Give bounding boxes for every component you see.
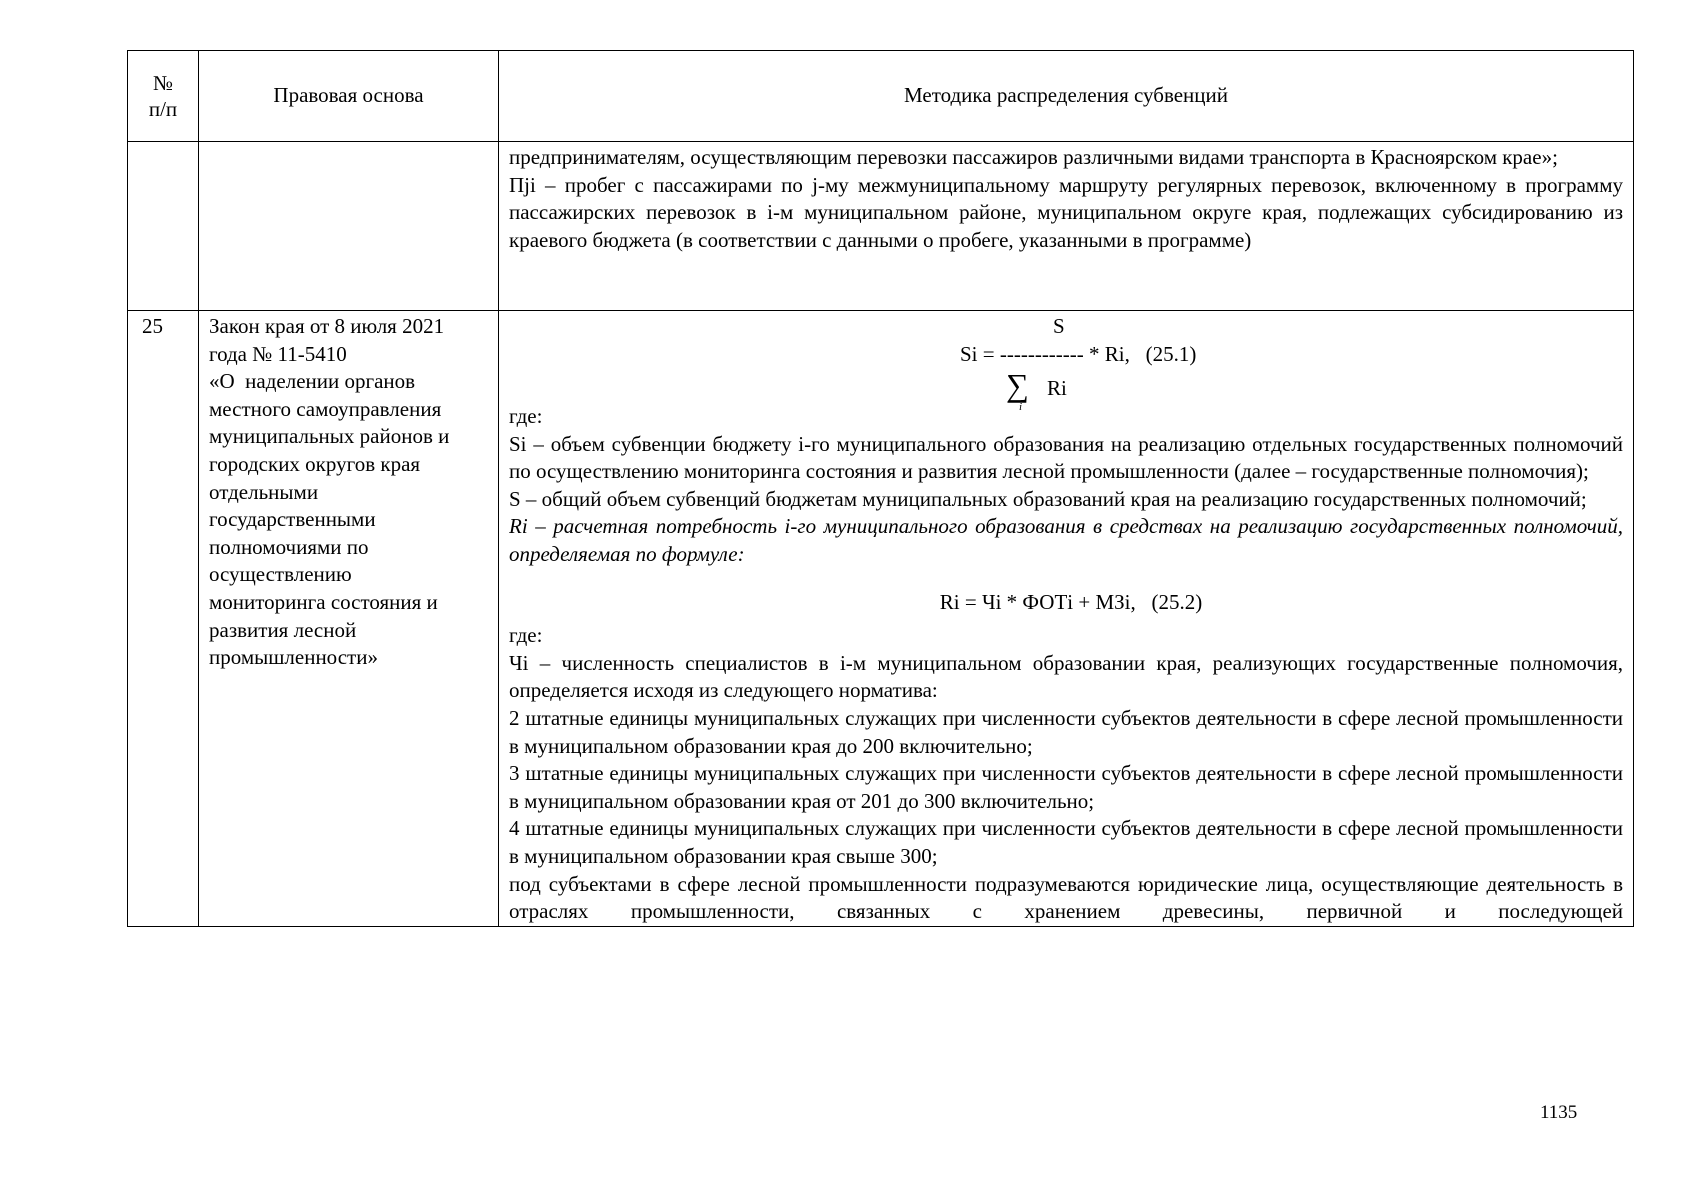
law-line: промышленности» [209,645,378,670]
sigma-symbol: ∑ [1006,367,1029,403]
formula-numerator: S [1053,314,1065,338]
definition-ri: Ri – расчетная потребность i-го муниципального образования в средствах на реализацию государственных полномочий, определяемая по формуле: [509,514,1623,566]
law-line: осуществлению [209,562,352,587]
formula-denominator: Ri [1047,376,1067,400]
subvention-table [127,50,1634,927]
law-line: полномочиями по [209,534,369,559]
norm-item-2: 3 штатные единицы муниципальных служащих при численности субъектов деятельности в сфере лесной промышленности в муниципальном образовании края от 201 до 300 включительно; [509,761,1623,813]
law-line: развития лесной [209,617,357,642]
where-label-2: где: [509,623,543,648]
methodology-cell [499,311,1634,927]
definition-chi: Чi – численность специалистов в i-м муниципальном образовании края, реализующих государственные полномочия, определяется исходя из следующего норматива: [509,650,1623,703]
table-row-continuation [128,142,1634,311]
table-row-25 [128,311,1634,927]
row-number: 25 [128,311,199,927]
methodology-content [509,313,1623,926]
header-methodology: Методика распределения субвенций [499,51,1634,142]
formula-25-1 [509,313,1623,413]
law-line: местного самоуправления [209,396,442,421]
continuation-paragraph-2: Пji – пробег с пассажирами по j-му межмуниципальному маршруту регулярных перевозок, включенному в программу пассажирских перевозок в i-м муниципальном районе, муниципальном округе края, подлежащих субсидированию из краевого бюджета (в соответствии с данными о пробеге, указанными в программе) [509,172,1623,252]
law-line: Закон края от 8 июля 2021 [209,314,445,338]
formula-25-2: Ri = Чi * ФОТi + МЗi, (25.2) [939,589,1203,614]
norm-item-3: 4 штатные единицы муниципальных служащих при численности субъектов деятельности в сфере лесной промышленности в муниципальном образовании края свыше 300; [509,816,1623,868]
formula-main-line: Si = ------------ * Ri, (25.1) [960,342,1197,366]
sigma-subscript: i [1019,401,1023,413]
legal-basis-cell [199,311,499,927]
law-line: «О наделении органов [209,369,416,394]
subjects-definition: под субъектами в сфере лесной промышленности подразумеваются юридические лица, осуществляющие деятельность в отраслях промышленности, связанных с хранением древесины, первичной и последующей [509,871,1623,924]
law-line: городских округов края [209,451,421,476]
definition-s: S – общий объем субвенций бюджетам муниципальных образований края на реализацию государственных полномочий; [509,486,1587,511]
definition-si: Si – объем субвенции бюджету i-го муниципального образования на реализацию отдельных государственных полномочий по осуществлению мониторинга состояния и развития лесной промышленности (далее – государственные полномочия); [509,431,1623,484]
header-number-line1: № [152,71,174,95]
continuation-paragraph-1: предпринимателям, осуществляющим перевозки пассажиров различными видами транспорта в Красноярском крае»; [509,145,1558,169]
law-line: государственными [209,507,376,532]
continuation-law-cell [199,142,499,311]
where-label: где: [509,404,543,428]
header-legal-basis: Правовая основа [199,51,499,142]
table-header-row [128,51,1634,142]
norm-item-1: 2 штатные единицы муниципальных служащих при численности субъектов деятельности в сфере лесной промышленности в муниципальном образовании края до 200 включительно; [509,705,1623,758]
continuation-method-cell [499,142,1634,311]
law-line: года № 11-5410 [209,341,347,366]
header-number [128,51,199,142]
header-number-line2: п/п [148,97,178,121]
page-number: 1135 [1540,1102,1578,1123]
law-line: мониторинга состояния и [209,589,438,614]
continuation-number-cell [128,142,199,311]
law-line: муниципальных районов и [209,424,450,449]
law-line: отдельными [209,479,319,504]
